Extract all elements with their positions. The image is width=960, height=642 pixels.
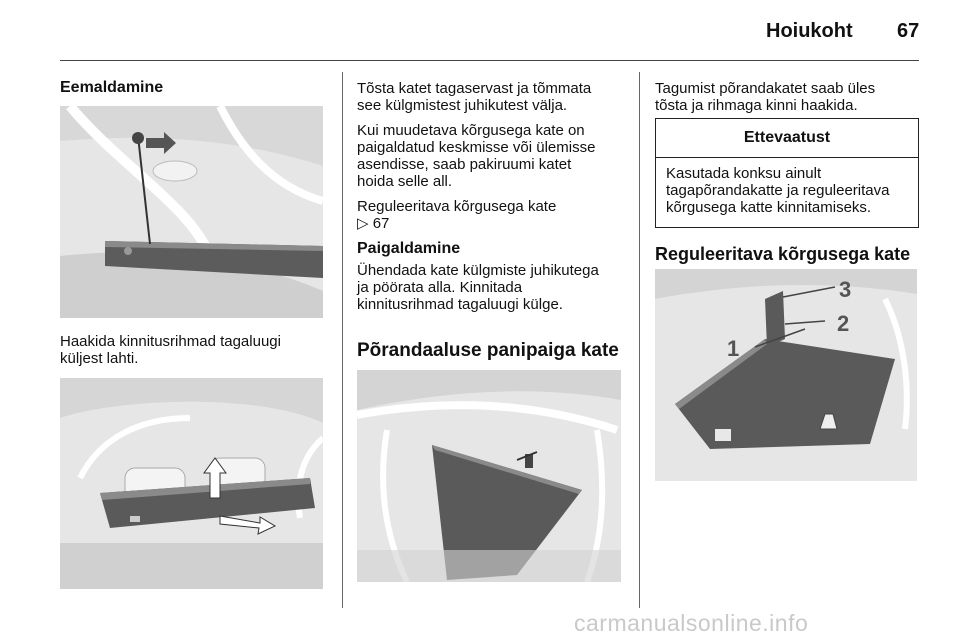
page-reference-link[interactable]: 67: [372, 215, 390, 232]
callout-3: 3: [839, 277, 852, 302]
figure-cover-removal: [60, 378, 323, 589]
caution-title: Ettevaatust: [656, 119, 918, 158]
header-rule: [60, 60, 919, 61]
heading-removal: Eemaldamine: [60, 79, 164, 96]
para-rear-floor-cover: Tagumist põrandakatet saab üles tõsta ja rihmaga kinni haakida.: [655, 80, 876, 114]
callout-1: 1: [727, 336, 740, 361]
para-storage-under: Kui muudetava kõrgusega kate on paigaldatud keskmisse või ülemisse asendisse, saab pakiruumi katet hoida selle all.: [357, 122, 596, 190]
running-header-title: Hoiukoht: [766, 20, 853, 42]
para-installation: Ühendada kate külgmiste juhikutega ja pöörata alla. Kinnitada kinnitusrihmad tagaluugi külge.: [357, 262, 599, 313]
column-divider-2: [639, 72, 640, 608]
column-divider-1: [342, 72, 343, 608]
para-adjustable-ref: Reguleeritava kõrgusega kate ▷ 67: [357, 198, 557, 232]
figure-adjustable-cover: [655, 269, 917, 481]
heading-adjustable-cover: Reguleeritava kõrgusega kate: [655, 244, 911, 264]
caution-box: [655, 118, 919, 228]
watermark: carmanualsonline.info: [574, 610, 809, 636]
figure-underfloor-storage: [357, 370, 621, 582]
heading-underfloor-cover: Põrandaaluse panipaiga kate: [357, 340, 619, 361]
subheading-installation: Paigaldamine: [357, 240, 461, 257]
caution-text: Kasutada konksu ainult tagapõrandakatte ja reguleeritava kõrgusega katte kinnitamiseks.: [666, 165, 890, 216]
para-lift-cover: Tõsta katet tagaservast ja tõmmata see külgmistest juhikutest välja.: [357, 80, 592, 114]
figure-tailgate-strap: [60, 106, 323, 318]
callout-2: 2: [837, 311, 850, 336]
page-number: 67: [897, 20, 920, 42]
page-reference-icon: ▷: [357, 215, 369, 232]
caption-unhook-straps: Haakida kinnitusrihmad tagaluugi küljest lahti.: [60, 333, 281, 367]
